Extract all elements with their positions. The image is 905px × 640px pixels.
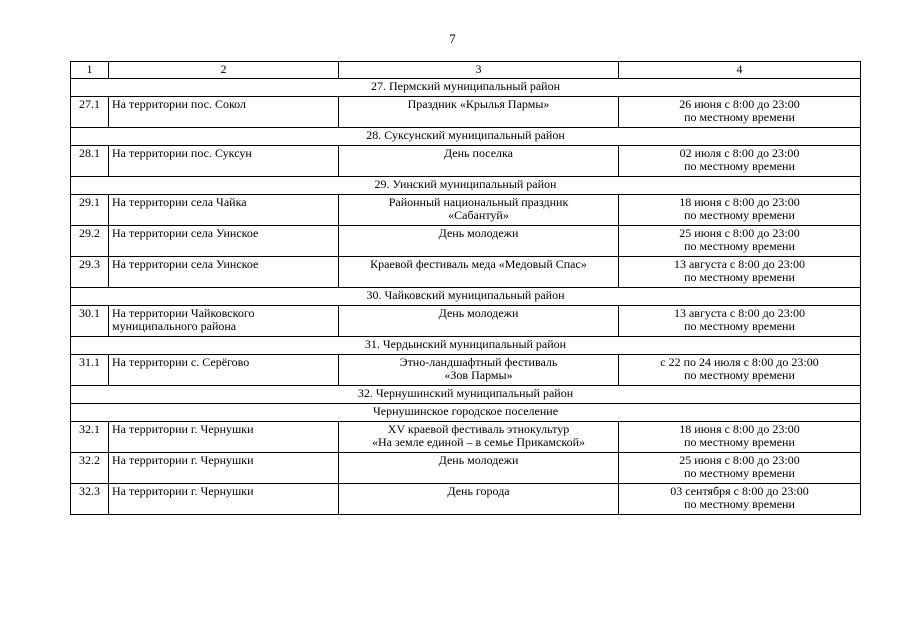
row-event-line: «Сабантуй» [448,208,509,222]
row-place-line: На территории села Уинское [112,257,259,271]
row-place-line: На территории г. Чернушки [112,453,254,467]
row-time [619,355,861,386]
row-time-line: 25 июня с 8:00 до 23:00 [679,226,800,240]
row-event-line: День молодежи [438,306,519,320]
row-event [339,195,619,226]
row-number: 32.3 [71,484,109,515]
row-time-line: по местному времени [684,368,795,382]
row-event-line: «На земле единой – в семье Прикамской» [372,435,585,449]
row-event-line: Краевой фестиваль меда «Медовый Спас» [370,257,587,271]
row-time-line: 18 июня с 8:00 до 23:00 [679,422,800,436]
row-place [109,484,339,515]
row-time-line: 13 августа с 8:00 до 23:00 [673,257,806,271]
table-row [71,453,861,484]
table-row [71,355,861,386]
section-row [71,386,861,404]
row-place-line: На территории пос. Сокол [112,97,247,111]
row-event [339,97,619,128]
row-event-line: День молодежи [438,453,519,467]
section-title: 32. Чернушинский муниципальный район [71,386,861,404]
row-time-line: по местному времени [684,239,795,253]
column-header-place: 2 [109,62,339,79]
row-time [619,195,861,226]
row-event [339,355,619,386]
column-header-event: 3 [339,62,619,79]
row-time [619,422,861,453]
section-row [71,79,861,97]
row-time-line: по местному времени [684,466,795,480]
section-row [71,404,861,422]
row-event [339,306,619,337]
row-time-line: 25 июня с 8:00 до 23:00 [679,453,800,467]
row-place-line: муниципального района [112,319,237,333]
table-row [71,306,861,337]
row-event [339,453,619,484]
row-place-line: На территории г. Чернушки [112,484,254,498]
section-row [71,288,861,306]
row-event [339,146,619,177]
row-time-line: 03 сентября с 8:00 до 23:00 [670,484,809,498]
row-place [109,453,339,484]
row-place [109,226,339,257]
row-number: 29.3 [71,257,109,288]
page-number: 7 [449,31,456,46]
row-place-line: На территории села Уинское [112,226,259,240]
row-time [619,226,861,257]
row-place [109,306,339,337]
section-title: 31. Чердынский муниципальный район [71,337,861,355]
row-place-line: На территории села Чайка [112,195,247,209]
column-header-time: 4 [619,62,861,79]
row-place-line: На территории Чайковского [112,306,255,320]
row-time-line: по местному времени [684,159,795,173]
row-time-line: 18 июня с 8:00 до 23:00 [679,195,800,209]
row-time-line: с 22 по 24 июля с 8:00 до 23:00 [660,355,819,369]
row-time-line: по местному времени [684,270,795,284]
table-row [71,195,861,226]
section-row [71,128,861,146]
row-event-line: День поселка [443,146,514,160]
row-event-line: День молодежи [438,226,519,240]
row-time [619,257,861,288]
row-event-line: «Зов Пармы» [444,368,513,382]
section-title: Чернушинское городское поселение [71,404,861,422]
row-number: 29.2 [71,226,109,257]
row-event [339,484,619,515]
row-place [109,355,339,386]
row-time-line: 13 августа с 8:00 до 23:00 [673,306,806,320]
section-title: 27. Пермский муниципальный район [71,79,861,97]
events-table [70,61,861,515]
row-time-line: по местному времени [684,497,795,511]
row-event-line: Районный национальный праздник [388,195,569,209]
row-number: 29.1 [71,195,109,226]
row-number: 30.1 [71,306,109,337]
table-row [71,484,861,515]
section-row [71,177,861,195]
row-place [109,97,339,128]
row-time [619,306,861,337]
row-event-line: XV краевой фестиваль этнокультур [387,422,570,436]
row-number: 27.1 [71,97,109,128]
events-table-body [71,62,861,515]
table-header-row [71,62,861,79]
row-place [109,257,339,288]
row-place [109,195,339,226]
row-event [339,257,619,288]
row-time-line: 26 июня с 8:00 до 23:00 [679,97,800,111]
section-title: 28. Суксунский муниципальный район [71,128,861,146]
row-place-line: На территории г. Чернушки [112,422,254,436]
table-row [71,422,861,453]
row-time [619,97,861,128]
section-title: 29. Уинский муниципальный район [71,177,861,195]
column-header-number: 1 [71,62,109,79]
row-number: 32.1 [71,422,109,453]
row-time [619,484,861,515]
row-number: 31.1 [71,355,109,386]
table-row [71,97,861,128]
row-time-line: 02 июля с 8:00 до 23:00 [679,146,800,160]
table-row [71,257,861,288]
row-time-line: по местному времени [684,319,795,333]
section-row [71,337,861,355]
table-row [71,146,861,177]
row-place-line: На территории пос. Суксун [112,146,252,160]
row-place [109,146,339,177]
row-time-line: по местному времени [684,208,795,222]
row-time [619,146,861,177]
row-event [339,422,619,453]
row-time-line: по местному времени [684,435,795,449]
row-place-line: На территории с. Серёгово [112,355,250,369]
row-time-line: по местному времени [684,110,795,124]
table-row [71,226,861,257]
row-time [619,453,861,484]
row-number: 28.1 [71,146,109,177]
row-event [339,226,619,257]
row-event-line: Этно-ландшафтный фестиваль [399,355,558,369]
row-event-line: Праздник «Крылья Пармы» [407,97,550,111]
row-number: 32.2 [71,453,109,484]
section-title: 30. Чайковский муниципальный район [71,288,861,306]
row-place [109,422,339,453]
row-event-line: День города [447,484,510,498]
